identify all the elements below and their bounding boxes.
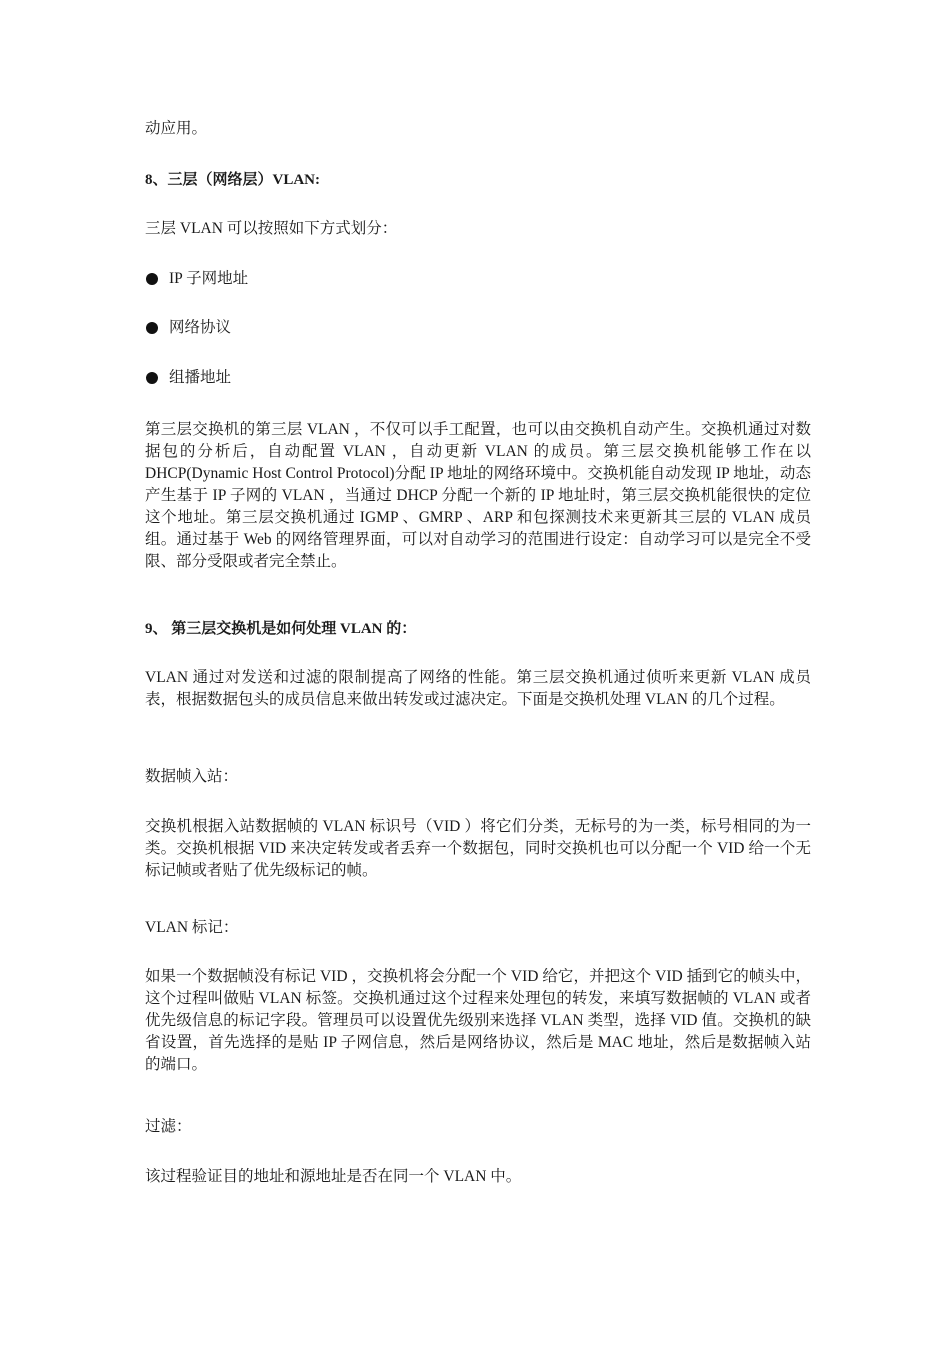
section-heading-9: 9、 第三层交换机是如何处理 VLAN 的： bbox=[145, 621, 417, 637]
ingress-paragraph: 交换机根据入站数据帧的 VLAN 标识号（VID ）将它们分类，无标号的为一类，标号相同的为一类。交换机根据 VID 来决定转发或者丢弃一个数据包，同时交换机也可以分配一个 VID 给一个无标记帧或者贴了优先级标记的帧。 bbox=[145, 818, 811, 879]
bullet-label: IP 子网地址 bbox=[169, 270, 249, 287]
bullet-item-protocol bbox=[145, 317, 231, 339]
vlan-tag-label: VLAN 标记： bbox=[145, 919, 239, 936]
ingress-label: 数据帧入站： bbox=[145, 768, 239, 785]
performance-paragraph: VLAN 通过对发送和过滤的限制提高了网络的性能。第三层交换机通过侦听来更新 VLAN 成员表，根据数据包头的成员信息来做出转发或过滤决定。下面是交换机处理 VLAN 的几个过程。 bbox=[145, 669, 811, 708]
filter-paragraph: 该过程验证目的地址和源地址是否在同一个 VLAN 中。 bbox=[145, 1168, 522, 1185]
bullet-item-ip-subnet bbox=[145, 268, 248, 290]
vlan-tag-paragraph: 如果一个数据帧没有标记 VID ，交换机将会分配一个 VID 给它，并把这个 VID 插到它的帧头中，这个过程叫做贴 VLAN 标签。交换机通过这个过程来处理包的转发，来填写数据帧的 VLAN 或者优先级信息的标记字段。管理员可以设置优先级别来选择 VLAN 类型，选择 VID 值。交换机的缺省设置，首先选择的是贴 IP 子网信息，然后是网络协议，然后是 MAC 地址，然后是数据帧入站的端口。 bbox=[145, 968, 811, 1073]
bullet-item-multicast bbox=[145, 367, 231, 389]
bullet-label: 组播地址 bbox=[169, 369, 232, 386]
bullet-dot-icon bbox=[146, 322, 158, 334]
continued-text: 动应用。 bbox=[145, 120, 208, 137]
layer3-vlan-paragraph: 第三层交换机的第三层 VLAN ，不仅可以手工配置，也可以由交换机自动产生。交换机通过对数据包的分析后，自动配置 VLAN ，自动更新 VLAN 的成员。第三层交换机能够工作在以 DHCP(Dynamic Host Control Protocol)分配 IP 地址的网络环境中。交换机能自动发现 IP 地址，动态产生基于 IP 子网的 VLAN ，当通过 DHCP 分配一个新的 IP 地址时，第三层交换机能很快的定位这个地址。第三层交换机通过 IGMP 、GMRP 、ARP 和包探测技术来更新其三层的 VLAN 成员组。通过基于 Web 的网络管理界面，可以对自动学习的范围进行设定：自动学习可以是完全不受限、部分受限或者完全禁止。 bbox=[145, 421, 811, 570]
intro-paragraph: 三层 VLAN 可以按照如下方式划分： bbox=[145, 220, 398, 237]
bullet-dot-icon bbox=[146, 372, 158, 384]
bullet-label: 网络协议 bbox=[169, 319, 232, 336]
section-heading-8: 8、三层（网络层）VLAN: bbox=[145, 172, 320, 188]
bullet-dot-icon bbox=[146, 273, 158, 285]
filter-label: 过滤： bbox=[145, 1118, 192, 1135]
